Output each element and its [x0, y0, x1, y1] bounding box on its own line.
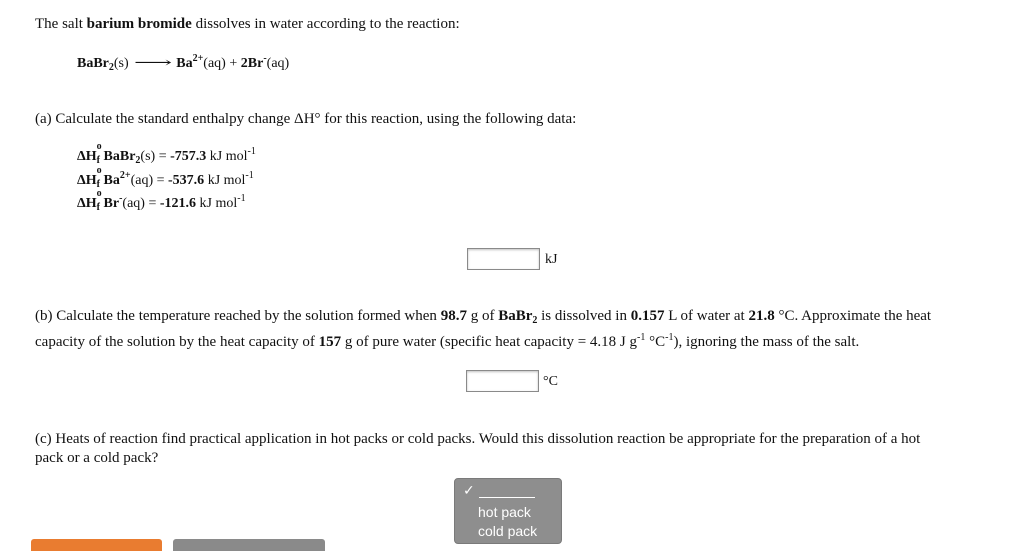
- pack-type-dropdown[interactable]: [454, 478, 562, 544]
- intro-text: The salt barium bromide dissolves in water according to the reaction:: [35, 16, 460, 32]
- submit-button[interactable]: [31, 539, 162, 551]
- dropdown-blank-option[interactable]: [479, 497, 535, 498]
- secondary-button[interactable]: [173, 539, 325, 551]
- part-a-prompt: (a) Calculate the standard enthalpy change ΔH° for this reaction, using the following data:: [35, 111, 577, 127]
- enthalpy-data-babr2: $\Delta H_f$ o BaBr$_2$(s) = -757.3 kJ mol$^{-1}$: [77, 141, 256, 166]
- reaction-arrow: ⟶: [134, 56, 173, 71]
- option-cold-pack[interactable]: cold pack: [478, 523, 538, 539]
- answer-unit-celsius: °C: [543, 374, 558, 389]
- option-hot-pack[interactable]: hot pack: [478, 504, 531, 520]
- enthalpy-data-brminus: $\Delta H_f$ o Br-(aq) = -121.6 kJ mol$^{-1}$: [77, 188, 246, 213]
- part-c-prompt-line2: pack or a cold pack?: [35, 450, 159, 466]
- answer-unit-kj: kJ: [545, 252, 558, 267]
- reaction-equation: BaBr$_2$(s) ⟶ $Ba^{2+}(aq) + 2Br^-(aq)$: [77, 53, 290, 73]
- part-c-prompt-line1: (c) Heats of reaction find practical application in hot packs or cold packs. Would this dissolution reaction be appropriate for the preparation of a hot: [35, 431, 921, 447]
- part-b-prompt-line1: (b) Calculate the temperature reached by the solution formed when 98.7 g of BaBr$_2$ is dissolved in 0.157 L of water at 21.8 °C. Approximate the heat: [35, 308, 932, 326]
- part-b-prompt-line2: capacity of the solution by the heat capacity of 157 g of pure water (specific heat capacity = 4.18 J $g^{-1}$ $^\circ C^{-1}$), ignoring the mass of the salt.: [35, 332, 860, 350]
- temperature-answer-input[interactable]: [466, 370, 539, 392]
- enthalpy-data-ba2plus: $\Delta H_f$ o $Ba^{2+}(aq) = -537.6$ kJ mol$^{-1}$: [77, 165, 254, 190]
- enthalpy-answer-input[interactable]: [467, 248, 540, 270]
- checkmark-icon: ✓: [463, 482, 475, 498]
